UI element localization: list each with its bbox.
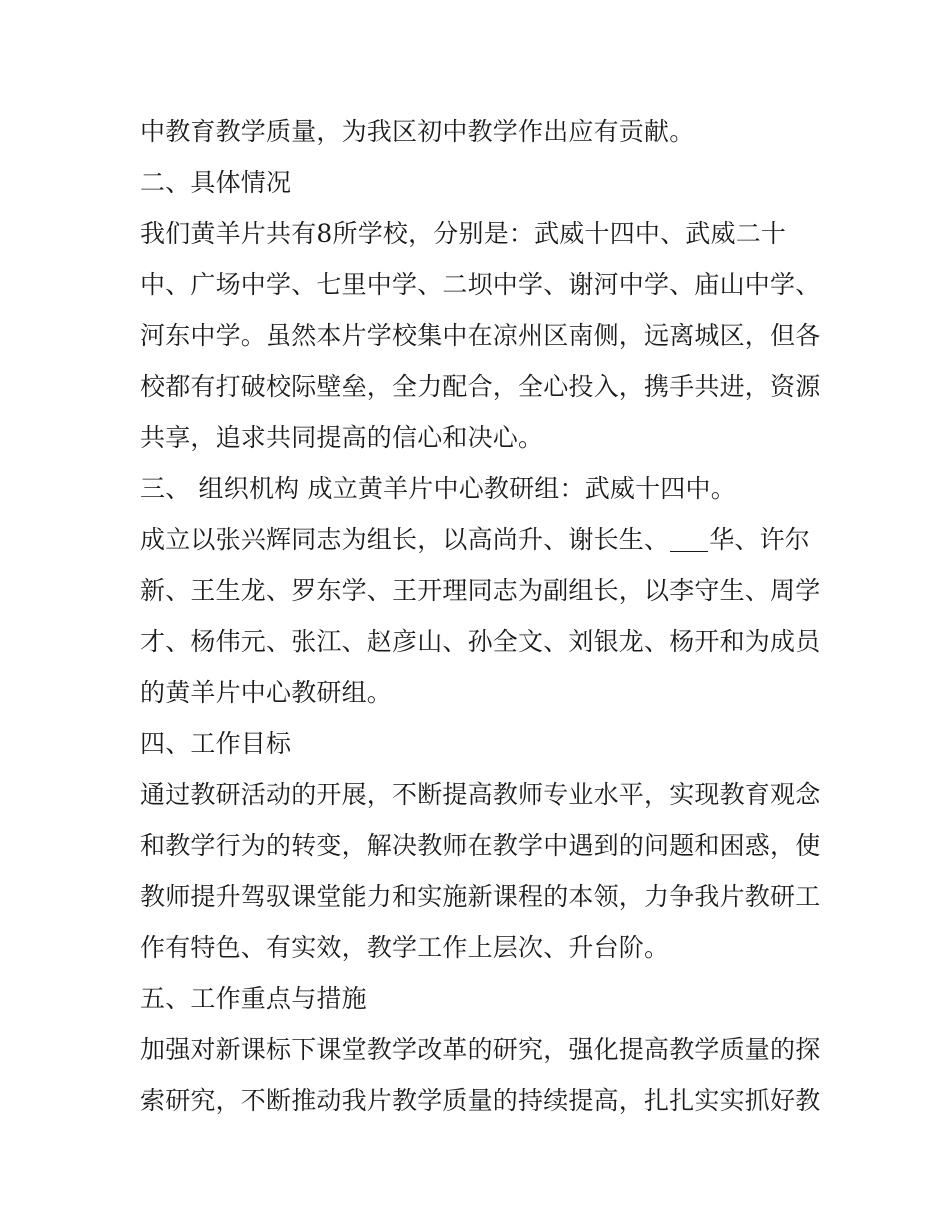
- text-segment: 成立以张兴辉同志为组长，以高尚升、谢长生、: [140, 525, 670, 554]
- document-body: [140, 106, 820, 1126]
- fill-in-blank: [670, 550, 708, 552]
- text-line: 作有特色、有实效，教学工作上层次、升台阶。: [140, 933, 670, 962]
- text-line: 的黄羊片中心教研组。: [140, 678, 393, 707]
- text-line: 新、王生龙、罗东学、王开理同志为副组长，以李守生、周学: [140, 576, 821, 605]
- text-line: 索研究，不断推动我片教学质量的持续提高，扎扎实实抓好教: [140, 1086, 821, 1115]
- text-line: 中教育教学质量，为我区初中教学作出应有贡献。: [140, 117, 695, 146]
- section-heading: 二、具体情况: [140, 168, 292, 197]
- text-line: 和教学行为的转变，解决教师在教学中遇到的问题和困惑，使: [140, 831, 821, 860]
- text-line: 教师提升驾驭课堂能力和实施新课程的本领，力争我片教研工: [140, 882, 821, 911]
- section-heading: 五、工作重点与措施: [140, 984, 367, 1013]
- text-line: 我们黄羊片共有8所学校，分别是：武威十四中、武威二十: [140, 219, 787, 248]
- text-segment: 华、许尔: [709, 525, 811, 554]
- text-line: 河东中学。虽然本片学校集中在凉州区南侧，远离城区，但各: [140, 321, 821, 350]
- text-line: 通过教研活动的开展，不断提高教师专业水平，实现教育观念: [140, 780, 821, 809]
- text-line-with-blank: [140, 514, 820, 565]
- text-line: 共享，追求共同提高的信心和决心。: [140, 423, 544, 452]
- section-heading: 四、工作目标: [140, 729, 292, 758]
- text-line: 加强对新课标下课堂教学改革的研究，强化提高教学质量的探: [140, 1035, 821, 1064]
- text-line: 中、广场中学、七里中学、二坝中学、谢河中学、庙山中学、: [140, 270, 821, 299]
- text-line: 校都有打破校际壁垒，全力配合，全心投入，携手共进，资源: [140, 372, 821, 401]
- section-heading: 三、 组织机构 成立黄羊片中心教研组：武威十四中。: [140, 474, 736, 503]
- text-line: 才、杨伟元、张江、赵彦山、孙全文、刘银龙、杨开和为成员: [140, 627, 821, 656]
